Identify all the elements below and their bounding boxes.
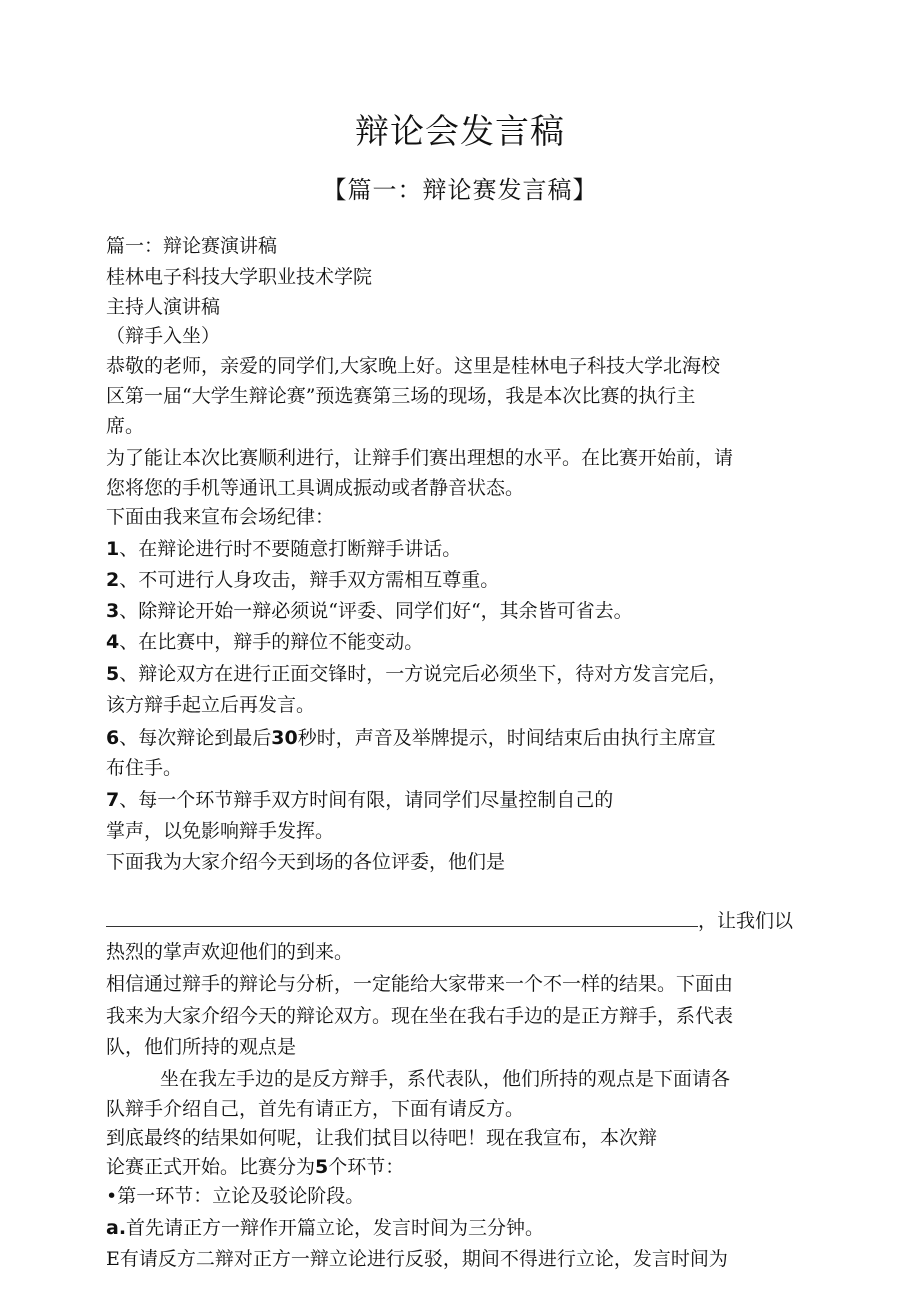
step-text: 首先请正方一辩作开篇立论，发言时间为三分钟。: [126, 1217, 545, 1239]
rule-text: 、在比赛中，辩手的辩位不能变动。: [119, 631, 424, 653]
text-line: 您将您的手机等通讯工具调成振动或者静音状态。: [106, 477, 525, 499]
rule-number: 5: [106, 663, 120, 685]
rule-number: 2: [106, 569, 120, 591]
text-fragment: ，让我们以: [698, 910, 794, 932]
rule-item-5: [106, 661, 727, 687]
text-line: 布住手。: [106, 757, 183, 779]
rule-number: 3: [106, 600, 120, 622]
text-line: 席。: [106, 415, 145, 437]
stages-line: [106, 1154, 404, 1180]
rule-text: 秒时，声音及举牌提示，时间结束后由执行主席宣: [297, 727, 716, 749]
judges-blank-line: [106, 908, 793, 934]
rule-number: 6: [106, 727, 120, 749]
rule-text: 、除辩论开始一辩必须说“评委、同学们好“，其余皆可省去。: [119, 600, 633, 622]
text-fragment: 个环节：: [328, 1156, 405, 1178]
rule-text: 、辩论双方在进行正面交锋时，一方说完后必须坐下，待对方发言完后，: [119, 663, 728, 685]
rule-text: 、每一个环节辩手双方时间有限，请同学们尽量控制自己的: [119, 789, 614, 811]
text-line: 该方辩手起立后再发言。: [106, 694, 316, 716]
seconds-number: 30: [271, 727, 298, 749]
text-line: （辩手入坐）: [106, 325, 221, 347]
rule-item-1: [106, 536, 461, 562]
rule-number: 1: [106, 538, 120, 560]
text-fragment: 论赛正式开始。比赛分为: [106, 1156, 316, 1178]
text-line: 为了能让本次比赛顺利进行，让辩手们赛出理想的水平。在比赛开始前，请: [106, 447, 734, 469]
text-line: 队，他们所持的观点是: [106, 1036, 297, 1058]
text-line: 掌声，以免影响辩手发挥。: [106, 820, 335, 842]
text-line: 下面我为大家介绍今天到场的各位评委，他们是: [106, 851, 506, 873]
rule-item-6: [106, 725, 716, 751]
text-line: 我来为大家介绍今天的辩论双方。现在坐在我右手边的是正方辩手，系代表: [106, 1005, 734, 1027]
rule-item-7: [106, 787, 613, 813]
rule-text: 、每次辩论到最后: [119, 727, 272, 749]
rule-item-3: [106, 598, 633, 624]
rule-item-4: [106, 629, 423, 655]
text-line: 恭敬的老师，亲爱的同学们,大家晚上好。这里是桂林电子科技大学北海校: [106, 355, 721, 377]
text-line: 相信通过辩手的辩论与分析，一定能给大家带来一个不一样的结果。下面由: [106, 973, 734, 995]
rule-text: 、在辩论进行时不要随意打断辩手讲话。: [119, 538, 462, 560]
rule-number: 4: [106, 631, 120, 653]
rule-item-2: [106, 567, 499, 593]
text-line: 坐在我左手边的是反方辩手，系代表队，他们所持的观点是下面请各: [160, 1068, 731, 1090]
text-line: 桂林电子科技大学职业技术学院: [106, 266, 373, 288]
step-a-line: [106, 1215, 544, 1241]
step-label: a.: [106, 1217, 127, 1239]
stage-count: 5: [315, 1156, 329, 1178]
text-line: 篇一：辩论赛演讲稿: [106, 235, 278, 257]
document-title: 辩论会发言稿: [355, 112, 565, 152]
text-line: •第一环节：立论及驳论阶段。: [106, 1185, 365, 1207]
section-heading: 【篇一：辩论赛发言稿】: [322, 176, 598, 204]
text-line: 主持人演讲稿: [106, 296, 221, 318]
text-line: E有请反方二辩对正方一辩立论进行反驳，期间不得进行立论，发言时间为: [106, 1248, 728, 1270]
rule-number: 7: [106, 789, 120, 811]
rule-text: 、不可进行人身攻击，辩手双方需相互尊重。: [119, 569, 500, 591]
fill-in-blank: [106, 910, 698, 927]
text-line: 队辩手介绍自己，首先有请正方，下面有请反方。: [106, 1098, 525, 1120]
text-line: 热烈的掌声欢迎他们的到来。: [106, 941, 354, 963]
text-line: 区第一届“大学生辩论赛”预选赛第三场的现场，我是本次比赛的执行主: [106, 385, 696, 407]
text-line: 到底最终的结果如何呢，让我们拭目以待吧！现在我宣布，本次辩: [106, 1127, 658, 1149]
text-line: 下面由我来宣布会场纪律：: [106, 506, 335, 528]
